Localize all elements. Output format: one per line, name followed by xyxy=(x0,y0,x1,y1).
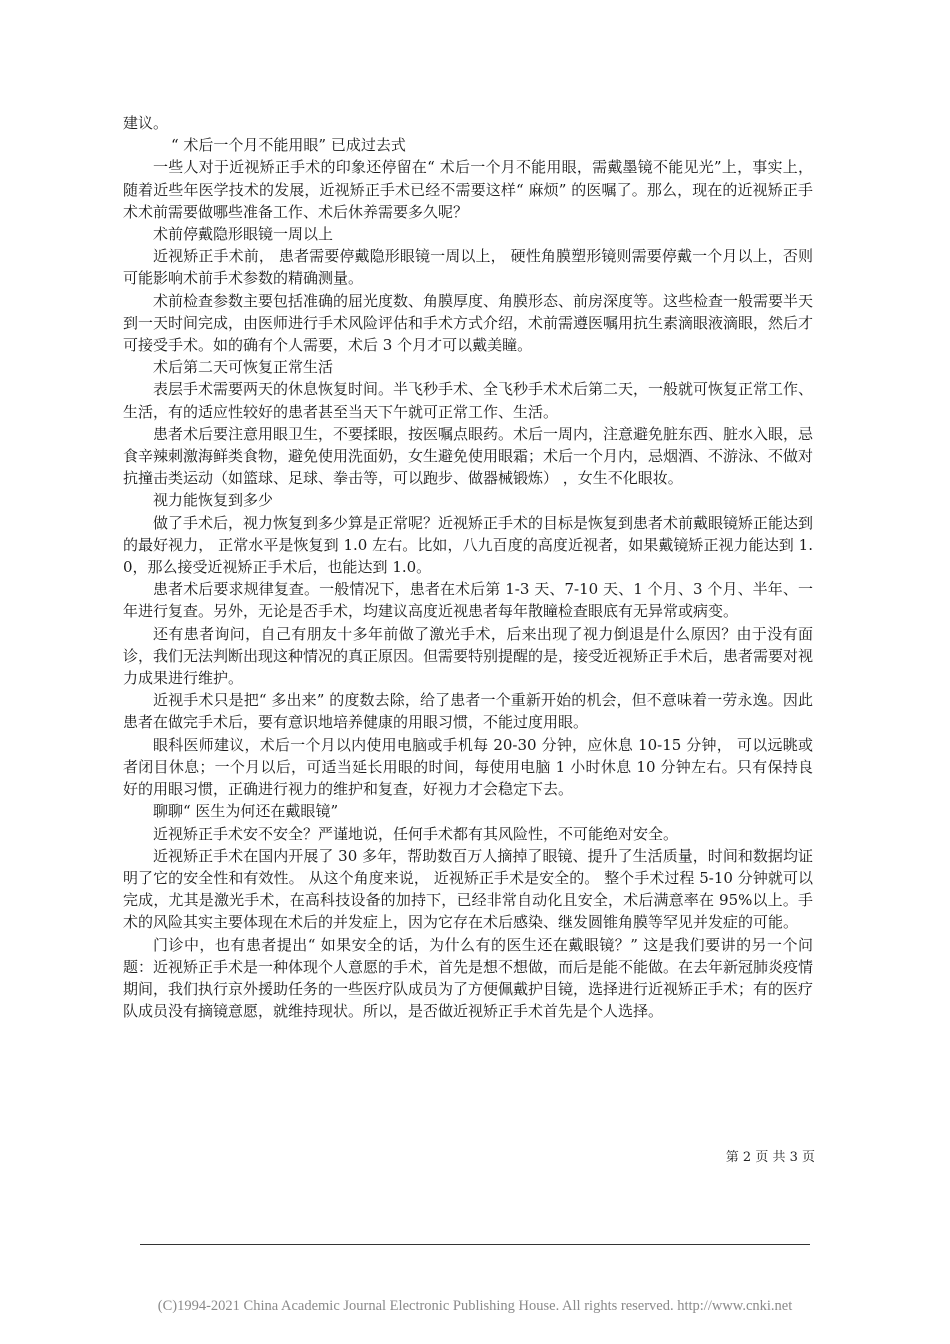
section-heading: 术后第二天可恢复正常生活 xyxy=(153,358,334,377)
paragraph: 近视矫正手术安不安全？严谨地说，任何手术都有其风险性，不可能绝对安全。 xyxy=(153,824,679,843)
paragraph: 门诊中，也有患者提出“ 如果安全的话，为什么有的医生还在戴眼镜？” 这是我们要讲的另一个问题：近视矫正手术是一种体现个人意愿的手术，首先是想不想做，而后是能不能做。在去年新冠肺炎疫情期间，我们执行京外援助任务的一些医疗队成员为了方便佩戴护目镜，选择进行近视矫正手术；有的医疗队成员没有摘镜意愿，就维持现状。所以，是否做近视矫正手术首先是个人选择。 xyxy=(123,935,814,1021)
paragraph: 近视矫正手术前， 患者需要停戴隐形眼镜一周以上， 硬性角膜塑形镜则需要停戴一个月以上，否则可能影响术前手术参数的精确测量。 xyxy=(123,247,813,288)
paragraph-continuation: 建议。 xyxy=(123,114,169,132)
paragraph: 近视矫正手术在国内开展了 30 多年，帮助数百万人摘掉了眼镜、提升了生活质量，时间和数据均证明了它的安全性和有效性。 从这个角度来说， 近视矫正手术是安全的。 整个手术过程 5-10 分钟就可以完成，尤其是激光手术，在高科技设备的加持下，已经非常自动化且安全，术后满意率在 95%以上。手术的风险其实主要体现在术后的并发症上，因为它存在术后感染、继发圆锥角膜等罕见并发症的可能。 xyxy=(123,846,813,932)
article-body xyxy=(123,112,813,1022)
paragraph: 一些人对于近视矫正手术的印象还停留在“ 术后一个月不能用眼，需戴墨镜不能见光”上，事实上，随着近些年医学技术的发展，近视矫正手术已经不需要这样“ 麻烦” 的医嘱了。那么，现在的近视矫正手术术前需要做哪些准备工作、术后休养需要多久呢？ xyxy=(123,158,813,221)
section-heading: 术前停戴隐形眼镜一周以上 xyxy=(153,225,334,244)
paragraph: 患者术后要注意用眼卫生，不要揉眼，按医嘱点眼药。术后一周内，注意避免脏东西、脏水入眼，忌食辛辣刺激海鲜类食物，避免使用洗面奶，女生避免使用眼霜；术后一个月内，忌烟酒、不游泳、不做对抗撞击类运动（如篮球、足球、拳击等，可以跑步、做器械锻炼） ，女生不化眼妆。 xyxy=(123,424,814,488)
section-heading: “ 术后一个月不能用眼” 已成过去式 xyxy=(171,136,406,155)
section-heading: 聊聊“ 医生为何还在戴眼镜” xyxy=(153,802,339,821)
footer-divider xyxy=(140,1244,810,1245)
page-number: 第 2 页 共 3 页 xyxy=(725,1150,815,1165)
paragraph: 近视手术只是把“ 多出来” 的度数去除，给了患者一个重新开始的机会，但不意味着一劳永逸。因此患者在做完手术后，要有意识地培养健康的用眼习惯，不能过度用眼。 xyxy=(123,691,813,732)
paragraph: 表层手术需要两天的休息恢复时间。半飞秒手术、全飞秒手术术后第二天，一般就可恢复正常工作、生活，有的适应性较好的患者甚至当天下午就可正常工作、生活。 xyxy=(123,380,814,421)
paragraph: 做了手术后，视力恢复到多少算是正常呢？近视矫正手术的目标是恢复到患者术前戴眼镜矫正能达到的最好视力， 正常水平是恢复到 1.0 左右。比如，八九百度的高度近视者，如果戴镜矫正视力能达到 1.0，那么接受近视矫正手术后，也能达到 1.0。 xyxy=(123,513,814,577)
paragraph: 眼科医师建议，术后一个月以内使用电脑或手机每 20-30 分钟，应休息 10-15 分钟， 可以远眺或者闭目休息；一个月以后，可适当延长用眼的时间，每使用电脑 1 小时休息 10 分钟左右。只有保持良好的用眼习惯，正确进行视力的维护和复查，好视力才会稳定下去。 xyxy=(123,735,813,799)
section-heading: 视力能恢复到多少 xyxy=(153,491,274,510)
paragraph: 还有患者询问，自己有朋友十多年前做了激光手术，后来出现了视力倒退是什么原因？由于没有面诊，我们无法判断出现这种情况的真正原因。但需要特别提醒的是，接受近视矫正手术后，患者需要对视力成果进行维护。 xyxy=(123,624,814,688)
paragraph: 患者术后要求规律复查。一般情况下，患者在术后第 1-3 天、7-10 天、1 个月、3 个月、半年、一年进行复查。另外，无论是否手术，均建议高度近视患者每年散瞳检查眼底有无异常或病变。 xyxy=(123,580,813,621)
paragraph: 术前检查参数主要包括准确的屈光度数、角膜厚度、角膜形态、前房深度等。这些检查一般需要半天到一天时间完成，由医师进行手术风险评估和手术方式介绍，术前需遵医嘱用抗生素滴眼液滴眼，然后才可接受手术。如的确有个人需要，术后 3 个月才可以戴美瞳。 xyxy=(123,291,814,355)
copyright-notice: (C)1994-2021 China Academic Journal Electronic Publishing House. All rights reserved. http://www.cnki.net xyxy=(157,1298,793,1314)
